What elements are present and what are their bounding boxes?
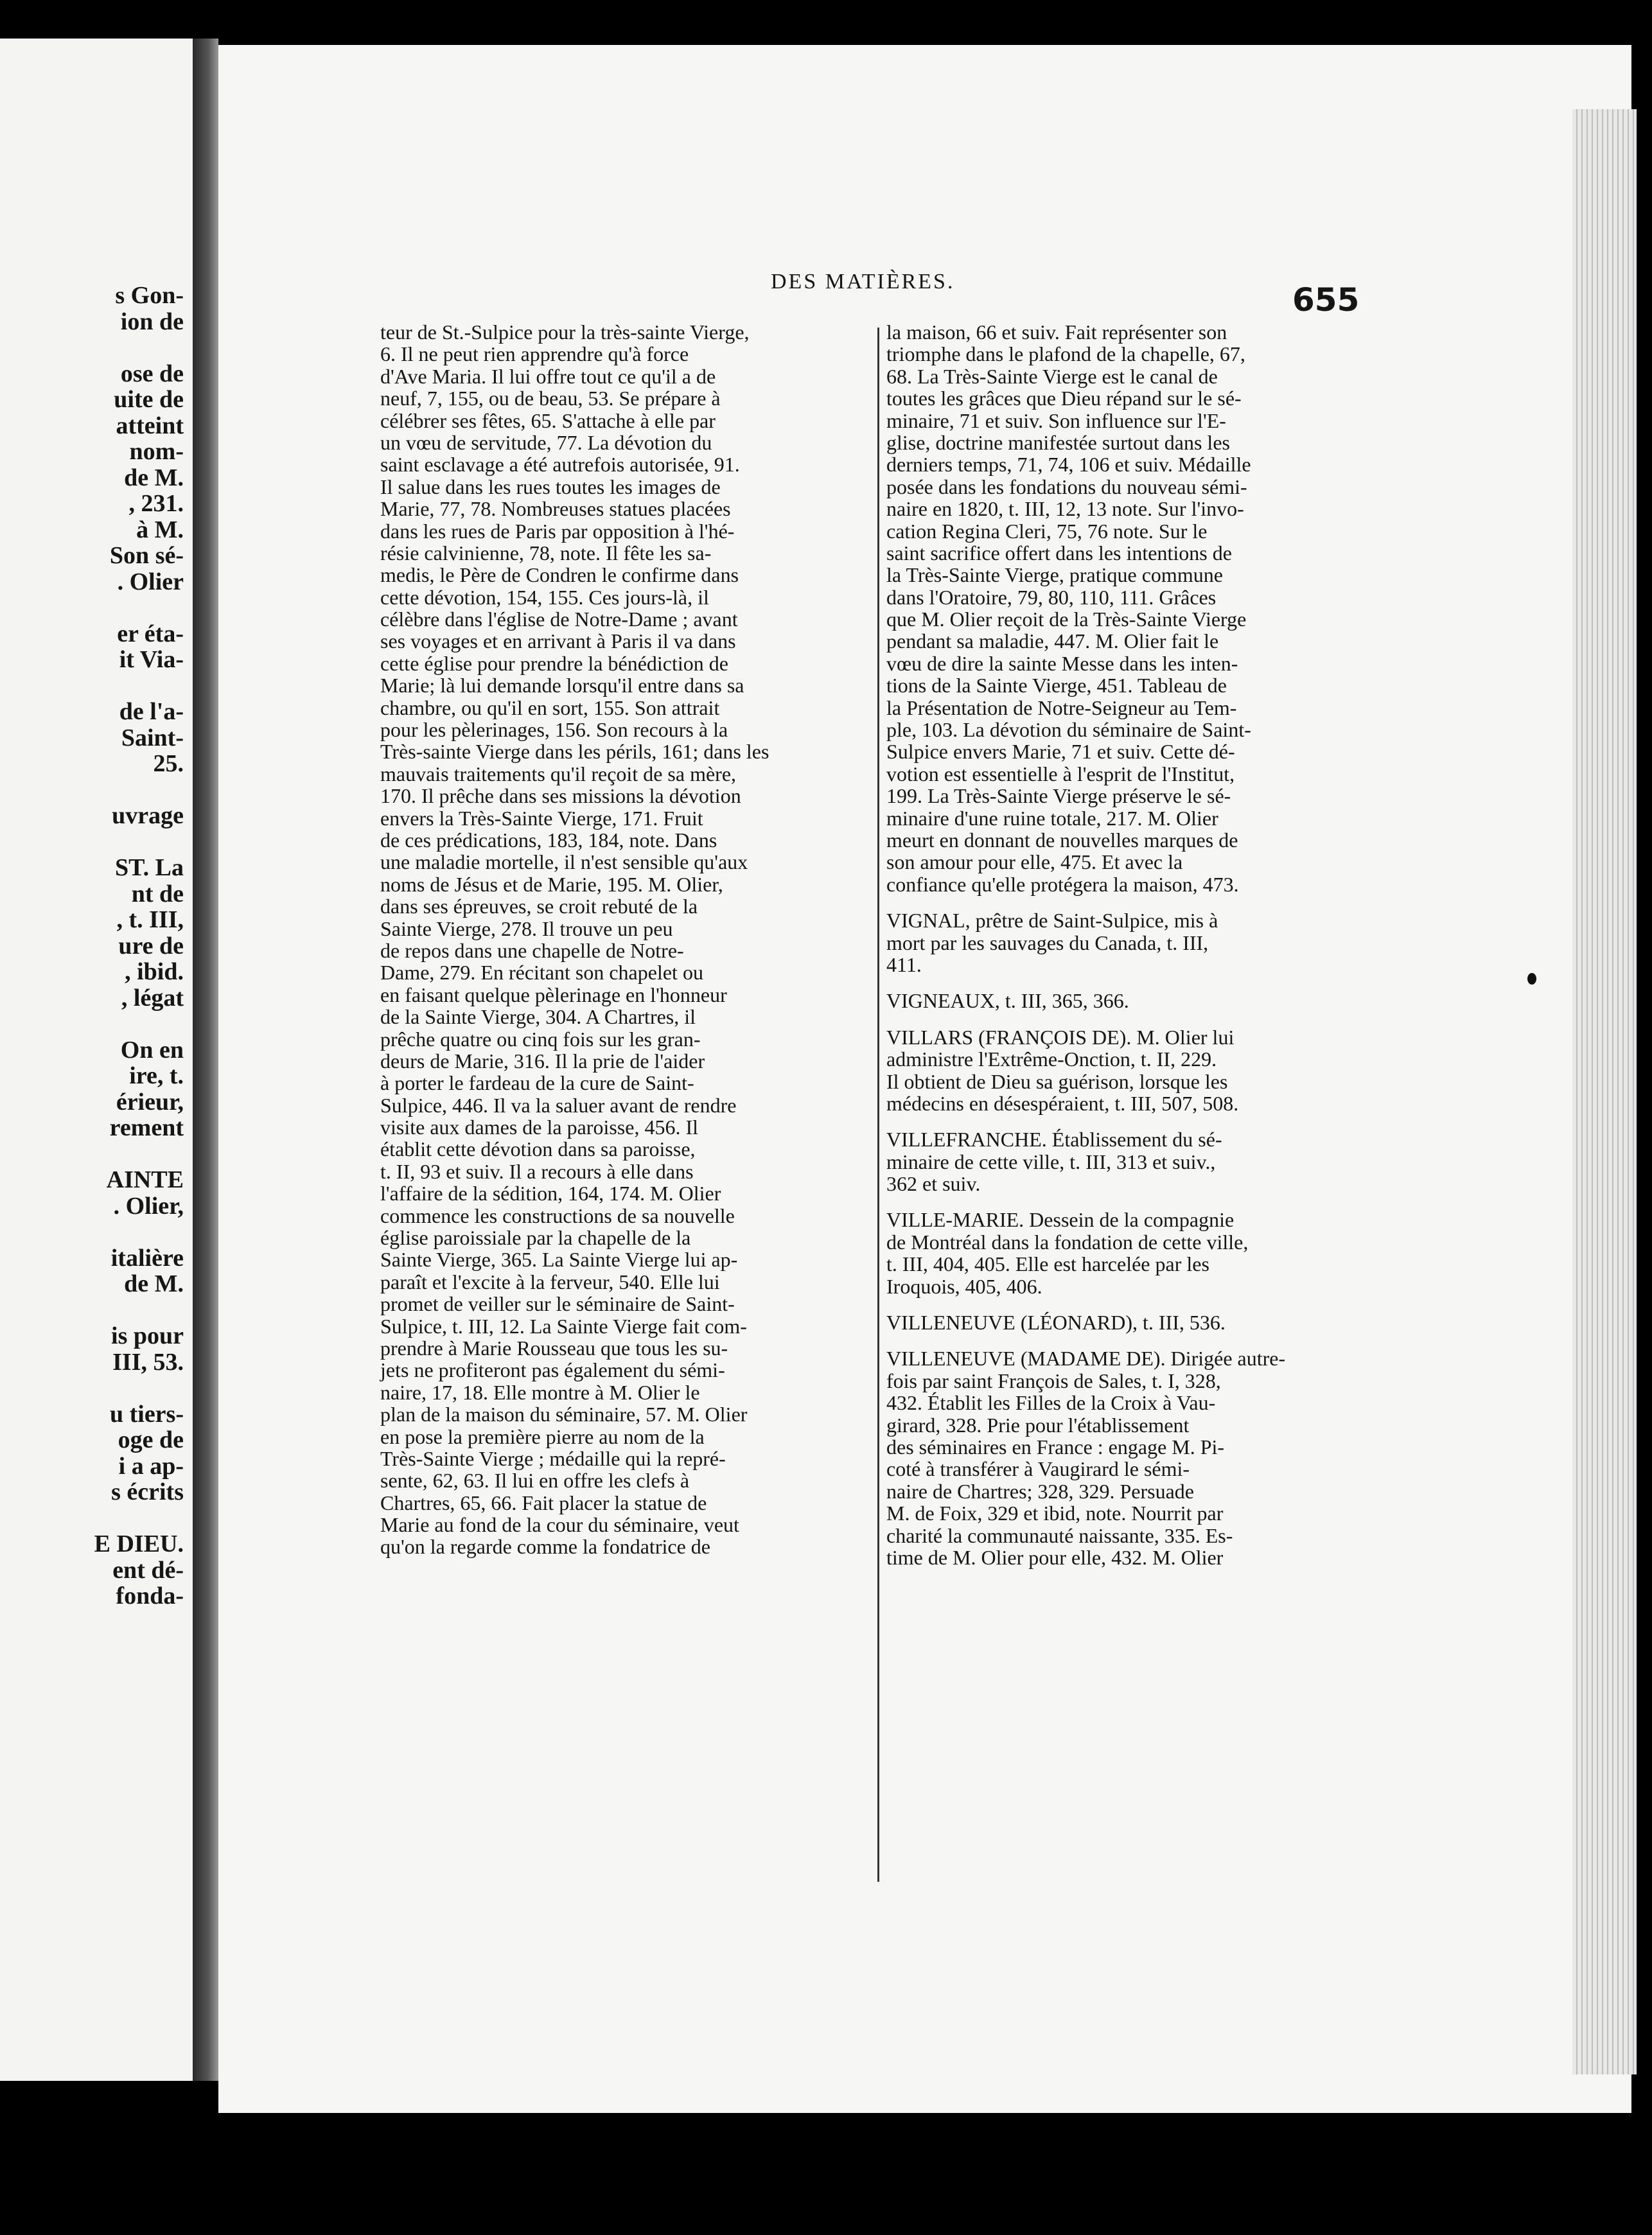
running-head: DES MATIÈRES. [771,270,955,294]
text-line: Sulpice, 446. Il va la saluer avant de rendre [380,1093,737,1117]
text-line: la maison, 66 et suiv. Fait représenter son [886,320,1227,344]
text-line: naire de Chartres; 328, 329. Persuade [886,1479,1194,1503]
text-line: visite aux dames de la paroisse, 456. Il [380,1116,698,1139]
page-edge [1572,109,1637,2074]
text-line: naire en 1820, t. III, 12, 13 note. Sur l'invo- [886,497,1244,521]
text-line: confiance qu'elle protégera la maison, 473. [886,872,1239,896]
text-line: vœu de dire la sainte Messe dans les inten- [886,651,1238,675]
left-page-line: er éta- [117,620,184,647]
text-line: de la Sainte Vierge, 304. A Chartres, il [380,1005,696,1029]
text-line: sente, 62, 63. Il lui en offre les clefs à [380,1469,690,1493]
entry-spacer [886,976,1336,990]
text-line: mauvais traitements qu'il reçoit de sa mère, [380,762,737,785]
text-line: chambre, ou qu'il en sort, 155. Son attrait [380,696,720,719]
text-line: en pose la première pierre au nom de la [380,1424,705,1448]
left-page-line: . Olier [117,568,184,595]
entry-spacer [886,895,1336,909]
text-line: pour les pèlerinages, 156. Son recours à la [380,718,728,742]
left-page-line: Son sé- [109,542,184,569]
text-line: teur de St.-Sulpice pour la très-sainte Vierge, [380,320,750,344]
index-entry [886,909,1336,976]
text-line: commence les constructions de sa nouvelle [380,1204,735,1227]
text-line: Marie au fond de la cour du séminaire, veut [380,1513,739,1537]
text-line: promet de veiller sur le séminaire de Saint- [380,1292,735,1316]
text-line: 432. Établit les Filles de la Croix à Vau- [886,1391,1216,1415]
text-line: girard, 328. Prie pour l'établissement [886,1413,1190,1437]
entry-spacer [886,1114,1336,1128]
text-line: coté à transférer à Vaugirard le sémi- [886,1457,1190,1481]
right-text-column [886,321,1336,1568]
text-line: saint sacrifice offert dans les intentions de [886,541,1232,565]
left-page-line: , 231. [128,490,184,517]
left-page-line: ent dé- [112,1556,184,1584]
text-line: minaire de cette ville, t. III, 313 et suiv., [886,1150,1216,1173]
left-page-line: italière [110,1244,184,1272]
entry-spacer [886,1012,1336,1026]
left-page-line: it Via- [119,646,184,673]
left-page-line: E DIEU. [94,1530,184,1557]
page-number: 655 [1292,281,1360,319]
text-line: paraît et l'excite à la ferveur, 540. Elle lui [380,1270,720,1293]
text-line: VIGNAL, prêtre de Saint-Sulpice, mis à [886,909,1218,933]
text-line: qu'on la regarde comme la fondatrice de [380,1535,710,1559]
text-line: glise, doctrine manifestée surtout dans les [886,430,1230,454]
text-line: naire, 17, 18. Elle montre à M. Olier le [380,1380,700,1404]
index-entry [886,990,1336,1012]
left-page-line: u tiers- [109,1400,184,1428]
left-page-line: is pour [111,1322,184,1349]
left-page-line: nt de [131,880,184,907]
left-page-fragment [0,39,193,2081]
text-line: t. III, 404, 405. Elle est harcelée par les [886,1252,1209,1276]
text-line: l'affaire de la sédition, 164, 174. M. Olier [380,1182,721,1205]
index-entry [886,1209,1336,1297]
text-line: toutes les grâces que Dieu répand sur le sé- [886,387,1242,410]
text-line: Il obtient de Dieu sa guérison, lorsque les [886,1069,1228,1093]
text-line: charité la communauté naissante, 335. Es- [886,1523,1233,1547]
left-page-line: ure de [118,932,184,960]
ink-spot [1527,973,1536,985]
text-line: VILLENEUVE (LÉONARD), t. III, 536. [886,1311,1226,1335]
text-line: son amour pour elle, 475. Et avec la [886,850,1183,874]
text-line: dans l'Oratoire, 79, 80, 110, 111. Grâces [886,585,1217,609]
text-line: établit cette dévotion dans sa paroisse, [380,1137,696,1161]
index-entry [886,321,1336,895]
text-line: d'Ave Maria. Il lui offre tout ce qu'il a de [380,364,716,388]
text-line: neuf, 7, 155, ou de beau, 53. Se prépare à [380,387,721,410]
text-line: VILLENEUVE (MADAME DE). Dirigée autre- [886,1347,1286,1371]
left-page-line: fonda- [116,1582,184,1609]
left-text-column [380,321,875,1558]
left-page-line: oge de [118,1426,184,1453]
text-line: Très-Sainte Vierge ; médaille qui la repré- [380,1446,726,1470]
text-line: prendre à Marie Rousseau que tous les su- [380,1336,728,1360]
text-line: de ces prédications, 183, 184, note. Dans [380,828,717,852]
left-page-line: s écrits [111,1478,184,1505]
text-line: administre l'Extrême-Onction, t. II, 229. [886,1047,1217,1071]
left-page-line: On en [120,1036,184,1064]
left-page-line: de M. [124,1270,184,1297]
left-page-line: de l'a- [119,698,184,725]
text-line: medis, le Père de Condren le confirme dans [380,563,739,587]
text-line: résie calvinienne, 78, note. Il fête les sa- [380,541,712,565]
text-line: 199. La Très-Sainte Vierge préserve le sé- [886,784,1231,808]
text-line: Dame, 279. En récitant son chapelet ou [380,961,703,985]
text-line: posée dans les fondations du nouveau sémi- [886,475,1247,498]
text-line: des séminaires en France : engage M. Pi- [886,1435,1225,1459]
text-line: VILLEFRANCHE. Établissement du sé- [886,1128,1222,1152]
text-line: de Montréal dans la fondation de cette ville, [886,1230,1249,1254]
left-page-line: de M. [124,464,184,491]
left-page-line: , légat [121,984,184,1012]
entry-spacer [886,1333,1336,1347]
text-line: dans ses épreuves, se croit rebuté de la [380,895,698,918]
left-page-line: AINTE [106,1166,184,1193]
text-line: mort par les sauvages du Canada, t. III, [886,931,1209,954]
left-page-line: uite de [114,386,184,413]
left-page-line: nom- [129,438,184,465]
left-page-line: 25. [153,750,184,777]
text-line: 6. Il ne peut rien apprendre qu'à force [380,342,689,366]
left-page-line: rement [109,1114,184,1141]
left-page-line: érieur, [116,1088,184,1116]
left-page-line: ire, t. [129,1062,184,1089]
text-line: pendant sa maladie, 447. M. Olier fait le [886,629,1219,653]
text-line: M. de Foix, 329 et ibid, note. Nourrit par [886,1502,1224,1525]
text-line: saint esclavage a été autrefois autorisée, 91. [380,453,740,477]
text-line: cette église pour prendre la bénédiction de [380,651,728,675]
text-line: Marie; là lui demande lorsqu'il entre dans sa [380,674,744,697]
entry-spacer [886,1297,1336,1311]
text-line: Sainte Vierge, 365. La Sainte Vierge lui ap- [380,1248,738,1272]
text-line: en faisant quelque pèlerinage en l'honneur [380,983,727,1006]
text-line: 68. La Très-Sainte Vierge est le canal de [886,364,1218,388]
left-page-line: uvrage [112,802,184,829]
text-line: la Très-Sainte Vierge, pratique commune [886,563,1223,587]
text-line: célébrer ses fêtes, 65. S'attache à elle par [380,408,716,432]
left-page-line: ion de [120,308,184,335]
left-page-line: ST. La [114,854,184,881]
left-page-line: ose de [120,360,184,387]
left-page-line: s Gon- [115,282,184,309]
column-rule [877,328,879,1882]
text-line: à porter le fardeau de la cure de Saint- [380,1071,694,1095]
left-page-line: , t. III, [116,906,184,933]
text-line: de repos dans une chapelle de Notre- [380,938,684,962]
text-line: votion est essentielle à l'esprit de l'Institut, [886,762,1235,785]
text-line: Marie, 77, 78. Nombreuses statues placées [380,497,731,521]
text-line: célèbre dans l'église de Notre-Dame ; avant [380,608,738,631]
left-page-line: Saint- [121,724,184,751]
text-line: Sulpice envers Marie, 71 et suiv. Cette dé- [886,740,1235,764]
text-line: noms de Jésus et de Marie, 195. M. Olier, [380,872,723,896]
text-line: cation Regina Cleri, 75, 76 note. Sur le [886,519,1208,543]
index-entry [886,1347,1336,1568]
text-line: 411. [886,952,922,976]
text-line: t. II, 93 et suiv. Il a recours à elle dans [380,1159,694,1183]
text-line: VIGNEAUX, t. III, 365, 366. [886,989,1129,1013]
text-line: Très-sainte Vierge dans les périls, 161; dans les [380,740,769,764]
text-line: deurs de Marie, 316. Il la prie de l'aider [380,1049,705,1073]
text-line: tions de la Sainte Vierge, 451. Tableau de [886,674,1227,697]
text-line: fois par saint François de Sales, t. I, 328, [886,1369,1221,1392]
index-entry [886,1311,1336,1333]
text-line: médecins en désespéraient, t. III, 507, 508. [886,1091,1239,1115]
text-line: 362 et suiv. [886,1172,981,1196]
text-line: dans les rues de Paris par opposition à l'hé- [380,519,735,543]
text-line: ple, 103. La dévotion du séminaire de Saint- [886,718,1251,742]
text-line: time de M. Olier pour elle, 432. M. Olier [886,1545,1224,1569]
text-line: jets ne profiteront pas également du sémi- [380,1358,725,1382]
text-line: église paroissiale par la chapelle de la [380,1226,691,1250]
text-line: que M. Olier reçoit de la Très-Sainte Vierge [886,608,1247,631]
index-entry [886,1026,1336,1115]
text-line: la Présentation de Notre-Seigneur au Tem- [886,696,1237,719]
left-page-line: atteint [116,412,184,439]
text-line: plan de la maison du séminaire, 57. M. Olier [380,1403,748,1426]
left-page-line: , ibid. [125,958,184,985]
left-page-line: à M. [136,516,184,543]
text-line: minaire d'une ruine totale, 217. M. Olier [886,806,1218,830]
text-line: triomphe dans le plafond de la chapelle, 67, [886,342,1245,366]
text-line: VILLARS (FRANÇOIS DE). M. Olier lui [886,1025,1235,1049]
text-line: derniers temps, 71, 74, 106 et suiv. Médaille [886,453,1251,477]
text-line: envers la Très-Sainte Vierge, 171. Fruit [380,806,703,830]
text-line: prêche quatre ou cinq fois sur les gran- [380,1027,701,1051]
text-line: ses voyages et en arrivant à Paris il va dans [380,629,736,653]
text-line: cette dévotion, 154, 155. Ces jours-là, il [380,585,709,609]
text-line: Sainte Vierge, 278. Il trouve un peu [380,916,673,940]
left-page-line: III, 53. [112,1348,184,1376]
text-line: minaire, 71 et suiv. Son influence sur l'E- [886,408,1226,432]
text-line: VILLE-MARIE. Dessein de la compagnie [886,1208,1235,1232]
text-line: un vœu de servitude, 77. La dévotion du [380,430,712,454]
text-line: meurt en donnant de nouvelles marques de [886,828,1238,852]
left-page-line: i a ap- [118,1452,184,1480]
text-line: Iroquois, 405, 406. [886,1274,1042,1298]
text-line: Chartres, 65, 66. Fait placer la statue de [380,1491,707,1514]
book-gutter [193,39,218,2081]
index-entry [886,1128,1336,1195]
entry-spacer [886,1195,1336,1209]
text-line: Il salue dans les rues toutes les images de [380,475,721,498]
left-page-line: . Olier, [113,1192,184,1220]
text-line: une maladie mortelle, il n'est sensible qu'aux [380,850,748,874]
text-line: Sulpice, t. III, 12. La Sainte Vierge fait com- [380,1314,747,1338]
text-line: 170. Il prêche dans ses missions la dévotion [380,784,741,808]
